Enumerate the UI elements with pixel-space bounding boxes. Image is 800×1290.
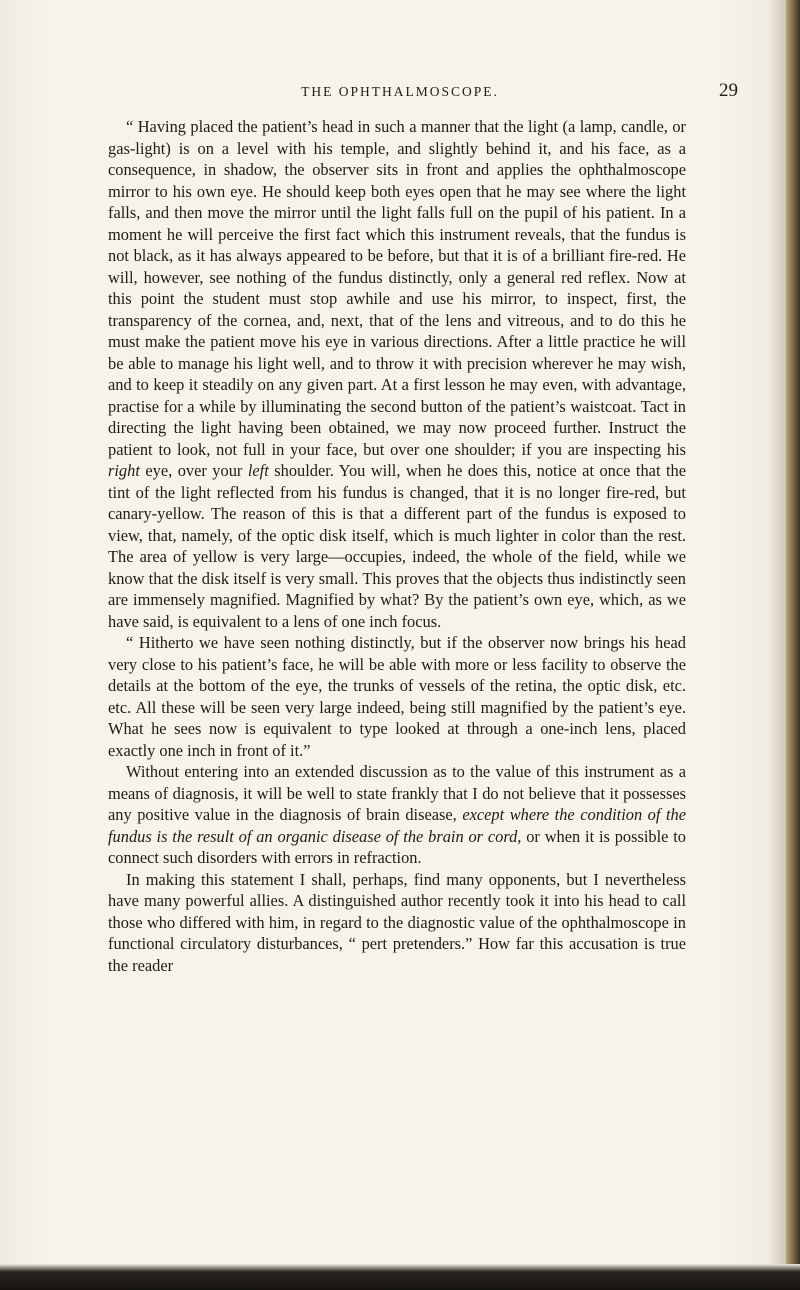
body-text [108,116,686,976]
paragraph [108,869,686,977]
paragraph [108,116,686,632]
italic-text: right [108,461,140,480]
text-run: Without entering into an extended discussion as to the value of this instrument as a means of diagnosis, it will be well to state frankly that I do not believe that it possesses any positive value in the diagnosis of brain disease, [108,762,686,824]
text-run: shoulder. You will, when he does this, notice at once that the tint of the light reflected from his fundus is changed, that it is no longer fire-red, but canary-yellow. The reason of this is that a different part of the fundus is exposed to view, that, namely, of the optic disk itself, which is much lighter in color than the rest. The area of yellow is very large—occupies, indeed, the whole of the field, while we know that the disk itself is very small. This proves that the objects thus indistinctly seen are immensely magnified. Magnified by what? By the patient’s own eye, which, as we have said, is equivalent to a lens of one inch focus. [108,461,686,631]
text-run: “ Hitherto we have seen nothing distinctly, but if the observer now brings his head very close to his patient’s face, he will be able with more or less facility to observe the details at the bottom of the eye, the trunks of vessels of the retina, the optic disk, etc. etc. All these will be seen very large indeed, being still magnified by the patient’s eye. What he sees now is equivalent to type looked at through a one-inch lens, placed exactly one inch in front of it.” [108,633,686,760]
running-title: THE OPHTHALMOSCOPE. [301,84,499,99]
book-binding-edge [786,0,800,1290]
italic-text: left [247,461,269,480]
page-header [110,80,738,106]
text-run: In making this statement I shall, perhaps, find many opponents, but I nevertheless have many powerful allies. A distinguished author recently took it into his head to call those who differed with him, in regard to the diagnostic value of the ophthalmoscope in functional circulatory disturbances, “ pert pretenders.” How far this accusation is true the reader [108,869,686,975]
paragraph [108,632,686,761]
text-run: eye, over your [139,461,248,480]
page-number: 29 [719,80,738,101]
page-bottom-edge [0,1264,800,1290]
italic-text: except where the condition of the fundus is the result of an organic disease of the brain or cord, [108,805,686,846]
text-run: or when it is possible to connect such disorders with errors in refraction. [108,826,686,867]
binding-shadow [768,0,786,1290]
paragraph [108,761,686,869]
text-run: “ Having placed the patient’s head in such a manner that the light (a lamp, candle, or gas-light) is on a level with his temple, and slightly behind it, and his face, as a consequence, in shadow, the observer sits in front and applies the ophthalmoscope mirror to his own eye. He should keep both eyes open that he may see where the light falls, and then move the mirror until the light falls full on the pupil of his patient. In a moment he will perceive the first fact which this instrument reveals, that the fundus is not black, as it has always appeared to be before, but that it is of a brilliant fire-red. He will, however, see nothing of the fundus distinctly, only a general red reflex. Now at this point the student must stop awhile and use his mirror, to inspect, first, the transparency of the cornea, and, next, that of the lens and vitreous, and to do this he must make the patient move his eye in various directions. After a little practice he will be able to manage his light well, and to throw it with precision wherever he may wish, and to keep it steadily on any given part. At a first lesson he may even, with advantage, practise for a while by illuminating the second button of the patient’s waistcoat. Tact in directing the light having been obtained, we may now proceed further. Instruct the patient to look, not full in your face, but over one shoulder; if you are inspecting his [108,117,686,459]
